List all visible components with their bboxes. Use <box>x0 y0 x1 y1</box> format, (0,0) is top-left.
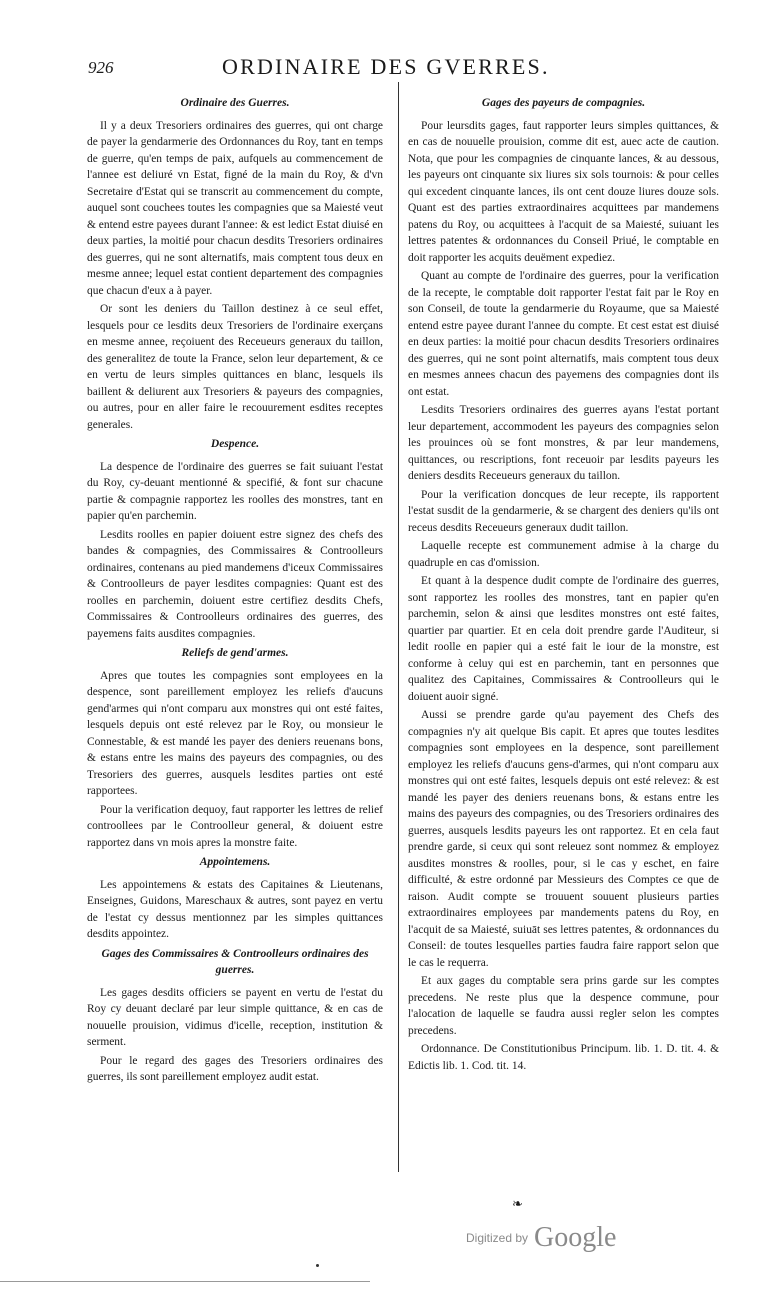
right-column <box>408 92 719 1076</box>
google-logo: Google <box>534 1222 617 1253</box>
google-watermark <box>466 1222 616 1254</box>
ink-speck <box>316 1264 319 1267</box>
scan-edge-line <box>0 1281 370 1282</box>
paragraph: Pour le regard des gages des Tresoriers ordinaires des guerres, ils sont pareillement employez audit estat. <box>87 1054 383 1083</box>
section-heading: Reliefs de gend'armes. <box>181 647 289 659</box>
paragraph: Lesdits roolles en papier doiuent estre signez des chefs des bandes & compagnies, des Commissaires & Controolleurs ordinaires, contenans au pied mandemens d'iceux Commissaires & Controolleurs de payer lesdites compagnies: Quant est des roolles en parchemin, doiuent estre certifiez desdits Chefs, Commissaires & Controolleurs ordinaires des guerres, des payemens faits ausdites compagnies. <box>87 528 383 640</box>
paragraph: Et quant à la despence dudit compte de l'ordinaire des guerres, sont rapportez les roolles des monstres, tant en papier qu'en parchemin, selon & ainsi que lesdites monstres ont esté faites, quartier par quartier. Et en cela doit prendre garde l'Auditeur, si ledit roolle en papier qui a esté fait le iour de la monstre, est conforme à celuy qui est en parchemin, tant en personnes que qualitez des Capitaines, Commissaires & Controolleurs qui le doiuent auoir signé. <box>408 575 719 703</box>
running-title: ORDINAIRE DES GVERRES. <box>222 54 550 79</box>
section-heading: Gages des Commissaires & Controolleurs ordinaires des guerres. <box>101 947 369 976</box>
paragraph: Lesdits Tresoriers ordinaires des guerres ayans l'estat portant leur departement, accommodent les payeurs des compagnies selon les prouinces où se font monstres, & par leur mandemens, quittances, ou rescriptions, font receuoir par lesdits payeurs les deniers desdits Receueurs generaux du taillon. <box>408 404 719 482</box>
paragraph: Apres que toutes les compagnies sont employees en la despence, sont pareillement employez les reliefs d'aucuns gend'armes qui n'ont comparu aux monstres qui ont esté faites, lesquels depuis ont esté relevez par le Roy, ou monsieur le Connestable, & est mandé les payer des deniers reuenans bons, & estans entre les mains des payeurs des compagnies, ou des Tresoriers des guerres, ausquels lesdites parties ont esté rapportees. <box>87 669 383 797</box>
watermark-prefix: Digitized by <box>466 1231 529 1245</box>
column-divider <box>398 82 399 1172</box>
fleuron-ornament: ❧ <box>512 1196 523 1211</box>
section-heading: Despence. <box>210 438 260 450</box>
left-column <box>87 92 383 1088</box>
paragraph: Laquelle recepte est communement admise à la charge du quadruple en cas d'omission. <box>408 540 719 569</box>
page-number: 926 <box>88 58 114 77</box>
paragraph: Ordonnance. De Constitutionibus Principum. lib. 1. D. tit. 4. & Edictis lib. 1. Cod. tit. 14. <box>408 1043 719 1072</box>
paragraph: La despence de l'ordinaire des guerres se fait suiuant l'estat du Roy, cy-deuant mentionné & specifié, & font sur chacune partie & compagnie rapportez les roolles des monstres, tant en papier qu'en parchemin. <box>87 460 383 522</box>
paragraph: Pour la verification dequoy, faut rapporter les lettres de relief controollees par le Controolleur general, & doiuent estre rapportez dans vn mois apres la monstre faite. <box>87 803 383 849</box>
paragraph: Aussi se prendre garde qu'au payement des Chefs des compagnies n'y ait quelque Bis capit. Et apres que toutes lesdites compagnies sont employees en la despence, sont pareillement employez les reliefs d'aucuns gens-d'armes, qui n'ont comparu aux monstres qui ont esté faites, lesquels depuis ont esté relevez: & est mandé les payer des deniers reuenans bons, & estans entre les mains des payeurs des compagnies, ou des Tresoriers ordinaires des guerres, ausquels lesdits payeurs les ont rapportez. Et en cela faut prendre garde, si ceux qui sont releuez sont nommez & employez ausdites monstres & roolles, pour, si le cas y eschet, en faire difficulté, & estre ordonné par Messieurs des Comptes ce que de raison. Audit compte se trouuent souuent plusieurs parties extraordinaires employees par mandements patens du Roy, en l'acquit de sa Maiesté, suiuāt ses lettres patentes, & ordonnances du Conseil: de toutes lesquelles parties faudra faire rapport selon que le cas le requerra. <box>408 709 719 969</box>
section-heading: Ordinaire des Guerres. <box>180 97 290 109</box>
paragraph: Et aux gages du comptable sera prins garde sur les comptes precedens. Ne reste plus que la despence commune, pour l'alocation de laquelle se faudra aussi regler selon les comptes precedens. <box>408 975 719 1037</box>
paragraph: Les gages desdits officiers se payent en vertu de l'estat du Roy cy deuant declaré par leur simple quittance, & en cas de nouuelle prouision, vidimus d'icelle, reception, institution & serment. <box>87 986 383 1048</box>
paragraph: Pour leursdits gages, faut rapporter leurs simples quittances, & en cas de nouuelle prouision, comme dit est, auec acte de caution. Nota, que pour les compagnies de cinquante lances, & au dessous, les payeurs ont cinquante six liures six sols tournois: & pour celles qui excedent cinquante lances, ils ont cent douze liures douze sols. Quant est des parties extraordinaires acquittees par mandemens patens du Roy, ou acquittees à l'acquit de sa Maiesté, suiuant les lettres patentes & ordonnances du Conseil Priué, le comptable en doit rapporter les acquits deuëment expediez. <box>408 119 719 264</box>
section-heading: Gages des payeurs de compagnies. <box>481 97 646 109</box>
section-heading: Appointemens. <box>199 856 271 868</box>
paragraph: Quant au compte de l'ordinaire des guerres, pour la verification de la recepte, le comptable doit rapporter l'estat fait par le Roy en son Conseil, de toute la gendarmerie du Royaume, que sa Maiesté entend estre payee durant l'annee du compte. Et cest estat est diuisé en deux parties: la moitié pour chacun desdits Tresoriers ordinaires des guerres, qui ne sont point alternatifs, mais comptent tous deux en mesmes annees chacun des payemens des compagnies dont ils ont estat. <box>408 270 719 398</box>
paragraph: Or sont les deniers du Taillon destinez à ce seul effet, lesquels pour ce lesdits deux Tresoriers de l'ordinaire exerçans en mesme annee, reçoiuent des Receueurs generaux du taillon, des generalitez de toute la France, selon leur departement, & ce en vertu de leurs simples quittances en blanc, lesquels ils baillent & deliurent aux Tresoriers & payeurs des compagnies, ou autres, pour en aller faire le recouurement esdites receptes generales. <box>87 303 383 431</box>
paragraph: Pour la verification doncques de leur recepte, ils rapportent l'estat susdit de la gendarmerie, & se chargent des deniers qu'ils ont receus desdits Receueurs generaux dudit taillon. <box>408 488 719 534</box>
paragraph: Il y a deux Tresoriers ordinaires des guerres, qui ont charge de payer la gendarmerie des Ordonnances du Roy, tant en temps de guerre, qu'en temps de paix, aufquels au commencement de l'annee est deliuré vn Estat, figné de la main du Roy, & d'vn Secretaire d'Estat qui se transcrit au commencement du compte, auquel sont couchees toutes les compagnies que sa Maiesté veut & entend estre payees durant l'annee: & est ledict Estat diuisé en deux parties, la moitié pour chacun desdits Tresoriers ordinaires des guerres, qui ne sont alternatifs, mais comptent tous deux en mesme annee; lequel estat contient departement des compagnies que chacun d'eux a à payer. <box>87 119 383 297</box>
paragraph: Les appointemens & estats des Capitaines & Lieutenans, Enseignes, Guidons, Mareschaux & autres, sont payez en vertu de l'estat cy dessus mentionnez par les simples quittances desdits appointez. <box>87 878 383 940</box>
